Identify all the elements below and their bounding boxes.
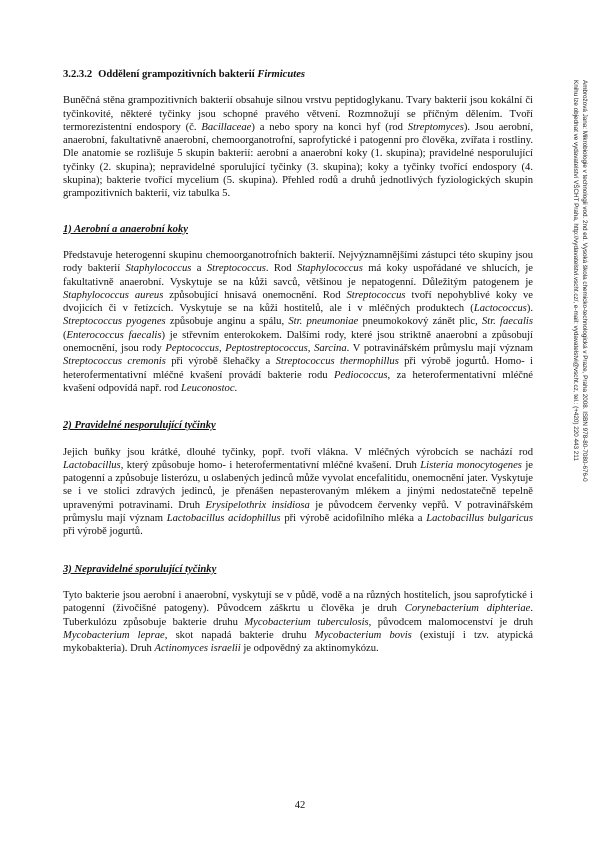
taxon-name: Streptomyces: [407, 121, 464, 133]
text-run: ).: [526, 303, 533, 315]
subsection-title-irregular-rods: 3) Nepravidelné sporulující tyčinky: [63, 563, 217, 575]
taxon-name: Streptococcus cremonis: [63, 356, 166, 368]
taxon-name: Corynebacterium diphteriae: [404, 603, 531, 615]
taxon-name: Erysipelothrix insidiosa: [205, 499, 310, 511]
text-run: způsobující hnisavá onemocnění. Rod: [163, 289, 347, 301]
text-run: (: [63, 329, 67, 341]
text-run: , původcem malomocenství je druh: [368, 616, 533, 628]
taxon-name: Staphylococcus aureus: [63, 289, 164, 301]
text-run: . Tuberkulózu způsobuje bakterie druhu: [63, 603, 533, 628]
subsection-title-regular-rods: 2) Pravidelné nesporulující tyčinky: [63, 420, 216, 432]
text-run: Jejich buňky jsou krátké, dlouhé tyčinky, popř. tvoří vlákna. V mléčných výrobcích se nachází rod: [63, 446, 533, 458]
subsection-title-cocci: 1) Aerobní a anaerobní koky: [63, 223, 188, 235]
page-content: [63, 68, 533, 655]
section-number: 3.2.3.2: [63, 69, 93, 80]
side-citation-note: [571, 80, 589, 610]
text-run: při výrobě šlehačky a: [165, 356, 276, 368]
text-run: Tyto bakterie jsou aerobní i anaerobní, vyskytují se v půdě, vodě a na různých hostitelích, jsou saprofytické i patogenní (živočišné patogeny). Původcem záškrtu u člověka je druh: [63, 589, 533, 615]
text-run: . Rod: [265, 263, 297, 275]
text-run: , za heterofermentativní mléčné kvašení odpovídá např. rod: [63, 369, 534, 394]
taxon-name: Bacillaceae: [201, 121, 252, 133]
taxon-name: Streptococcus thermophillus: [275, 356, 399, 368]
irregular-rods-paragraph: [63, 589, 533, 655]
taxon-name: Peptococcus, Peptostreptococcus, Sarcina: [165, 343, 347, 355]
text-run: při výrobě jogurtů.: [63, 526, 143, 538]
text-run: , který způsobuje homo- i heterofermentativní mléčné kvašení. Druh: [120, 459, 421, 471]
taxon-name: Staphylococcus: [296, 263, 363, 275]
text-run: ) a nebo spory na konci hyf (rod: [251, 121, 408, 133]
section-heading: [63, 68, 533, 81]
text-run: je původcem červenky vepřů. V potravinářském průmyslu mají význam: [63, 499, 533, 525]
intro-paragraph: [63, 94, 533, 200]
taxon-name: Lactococcus: [473, 303, 527, 315]
side-citation-line-2: Knihu lze objednat ve vydavatelství VŠCHT Praha, http://vydavatelstvi.vscht.cz/, e-mail: vydavatelstvi@vscht.cz, tel.: (+420) 220 443 211: [572, 80, 579, 461]
text-run: .: [234, 382, 238, 394]
taxon-name: Mycobacterium bovis: [314, 629, 412, 641]
text-run: a: [191, 263, 207, 275]
text-run: Buněčná stěna grampozitivních bakterií obsahuje silnou vrstvu peptidoglykanu. Tvary bakterií jsou kokální či tyčinkovité, některé tyčinky jsou schopné pravého větvení. Rozmnožují se příčným dělením. Tvoří termorezistentní endospory (č.: [63, 95, 533, 133]
text-run: při výrobě acidofilního mléka a: [280, 513, 427, 525]
taxon-name: Mycobacterium tuberculosis: [244, 616, 369, 628]
taxon-name: Lactobacillus acidophillus: [166, 513, 281, 525]
taxon-name: Lactobacillus bulgaricus: [426, 513, 533, 525]
taxon-name: Staphylococcus: [125, 263, 192, 275]
text-run: způsobuje anginu a spálu,: [165, 316, 289, 328]
section-heading-taxon: Firmicutes: [257, 69, 306, 80]
taxon-name: Streptococcus: [346, 289, 406, 301]
text-run: má koky uspořádané ve shlucích, je fakultativně anaerobní. Vyskytuje se na kůži savců, většinou je nepatogenní. Důležitým patogenem je: [63, 263, 534, 288]
taxon-name: Str. pneumoniae: [288, 316, 359, 328]
page-number: 42: [294, 800, 306, 811]
taxon-name: Streptococcus pyogenes: [63, 316, 166, 328]
text-run: . V potravinářském průmyslu mají význam: [346, 343, 533, 355]
text-run: (existují i tzv. atypická mykobakteria). Druh: [63, 629, 533, 655]
text-run: tvoří nepohyblivé koky ve dvojicích či v řetízcích. Vyskytuje se na kůži hostitelů, ale i v mléčných produktech (: [63, 289, 533, 315]
text-run: pneumokokový zánět plic,: [358, 316, 482, 328]
taxon-name: Listeria monocytogenes: [420, 459, 522, 471]
text-run: Představuje heterogenní skupinu chemoorganotrofních bakterií. Nejvýznamnějšími zástupci této skupiny jsou rody bakterií: [63, 249, 533, 275]
taxon-name: Streptococcus: [206, 263, 266, 275]
regular-rods-paragraph: [63, 446, 533, 539]
text-run: při výrobě jogurtů. Homo- i heterofermentativní mléčné kvašení provádí bakterie rodu: [63, 356, 533, 381]
text-run: , skot napadá bakterie druhu: [164, 629, 315, 641]
taxon-name: Mycobacterium leprae: [63, 629, 165, 641]
taxon-name: Str. faecalis: [481, 316, 533, 328]
section-heading-text: Oddělení grampozitivních bakterií: [98, 69, 258, 80]
taxon-name: Enterococcus faecalis: [66, 329, 162, 341]
cocci-paragraph: [63, 249, 533, 395]
text-run: ) je střevním enterokokem. Dalšími rody, které jsou striktně anaerobní a způsobují onemocnění, jsou rody: [63, 329, 533, 355]
taxon-name: Actinomyces israelii: [154, 643, 241, 655]
taxon-name: Lactobacillus: [63, 459, 121, 471]
side-citation-line-1: Ambrožová Jana: Mikrobiologie v technologii vod. 2nd ed. Vysoká škola chemicko-technologická v Praze, Praha 2008. ISBN 978-80-7080-676-0: [581, 80, 588, 482]
text-run: je patogenní a způsobuje listerózu, u oslabených jedinců může vyvolat encefalitidu, onemocnění jater. Vyskytuje se i ve stolici zdravých jedinců, je přenášen nepasterovaným mlékem a jinými nedostatečně tepelně upravenými potravinami. Druh: [63, 459, 533, 511]
text-run: je odpovědný za aktinomykózu.: [240, 643, 379, 655]
text-run: ). Jsou aerobní, anaerobní, fakultativně anaerobní, chemoorganotrofní, saprofytické i patogenní pro člověka, zvířata i rostliny. Dle anatomie se rozlišuje 5 skupin bakterií: aerobní a anaerobní koky (1. skupina); pravidelné nesporulující tyčinky (2. skupina); nepravidelné sporulující tyčinky (3. skupina); koky a tyčinky tvořící endospory (4. skupina); bakterie tvořící mycelium (5. skupina). Přehled rodů a druhů jednotlivých fyziologických skupin grampozitivních bakterií, viz tabulka 5.: [63, 121, 533, 200]
taxon-name: Pediococcus: [333, 369, 388, 381]
taxon-name: Leuconostoc: [180, 382, 235, 394]
